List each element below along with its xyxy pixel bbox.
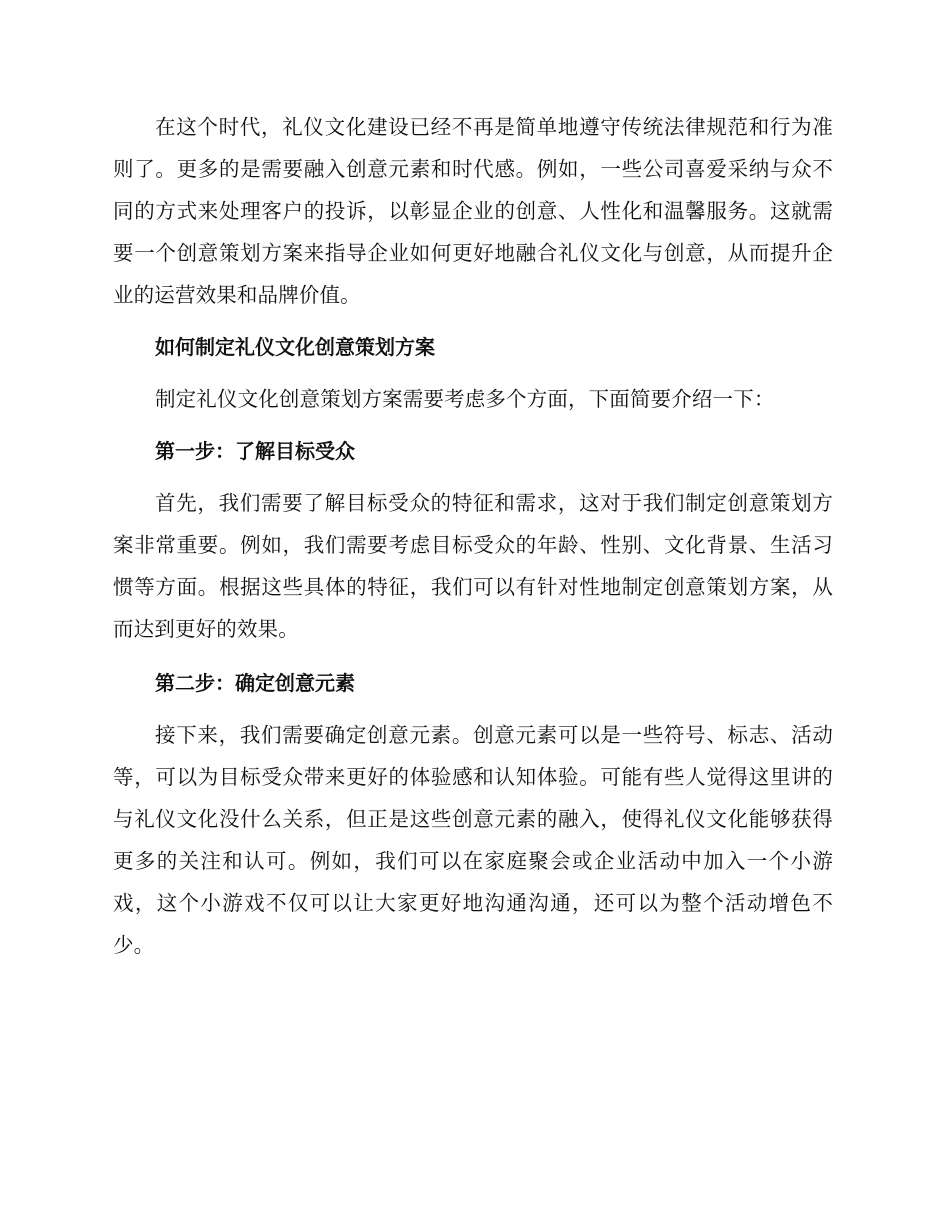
intro-paragraph: 在这个时代，礼仪文化建设已经不再是简单地遵守传统法律规范和行为准则了。更多的是需要融入创意元素和时代感。例如，一些公司喜爱采纳与众不同的方式来处理客户的投诉，以彰显企业的创意、人性化和温馨服务。这就需要一个创意策划方案来指导企业如何更好地融合礼仪文化与创意，从而提升企业的运营效果和品牌价值。: [113, 115, 833, 307]
step-one-heading: 第一步：了解目标受众: [155, 439, 355, 463]
step-one-paragraph: 首先，我们需要了解目标受众的特征和需求，这对于我们制定创意策划方案非常重要。例如，我们需要考虑目标受众的年龄、性别、文化背景、生活习惯等方面。根据这些具体的特征，我们可以有针对性地制定创意策划方案，从而达到更好的效果。: [113, 491, 833, 641]
spacer: [113, 316, 833, 326]
spacer: [113, 650, 833, 662]
spacer: [113, 704, 833, 714]
spacer: [113, 472, 833, 482]
document-page: [113, 106, 833, 966]
spacer: [113, 368, 833, 378]
step-two-heading: 第二步：确定创意元素: [155, 671, 355, 695]
section-heading-how-to: 如何制定礼仪文化创意策划方案: [155, 335, 435, 359]
step-two-paragraph: 接下来，我们需要确定创意元素。创意元素可以是一些符号、标志、活动等，可以为目标受众带来更好的体验感和认知体验。可能有些人觉得这里讲的与礼仪文化没什么关系，但正是这些创意元素的融入，使得礼仪文化能够获得更多的关注和认可。例如，我们可以在家庭聚会或企业活动中加入一个小游戏，这个小游戏不仅可以让大家更好地沟通沟通，还可以为整个活动增色不少。: [113, 723, 833, 957]
section-intro-paragraph: 制定礼仪文化创意策划方案需要考虑多个方面，下面简要介绍一下：: [155, 387, 775, 411]
spacer: [113, 420, 833, 430]
